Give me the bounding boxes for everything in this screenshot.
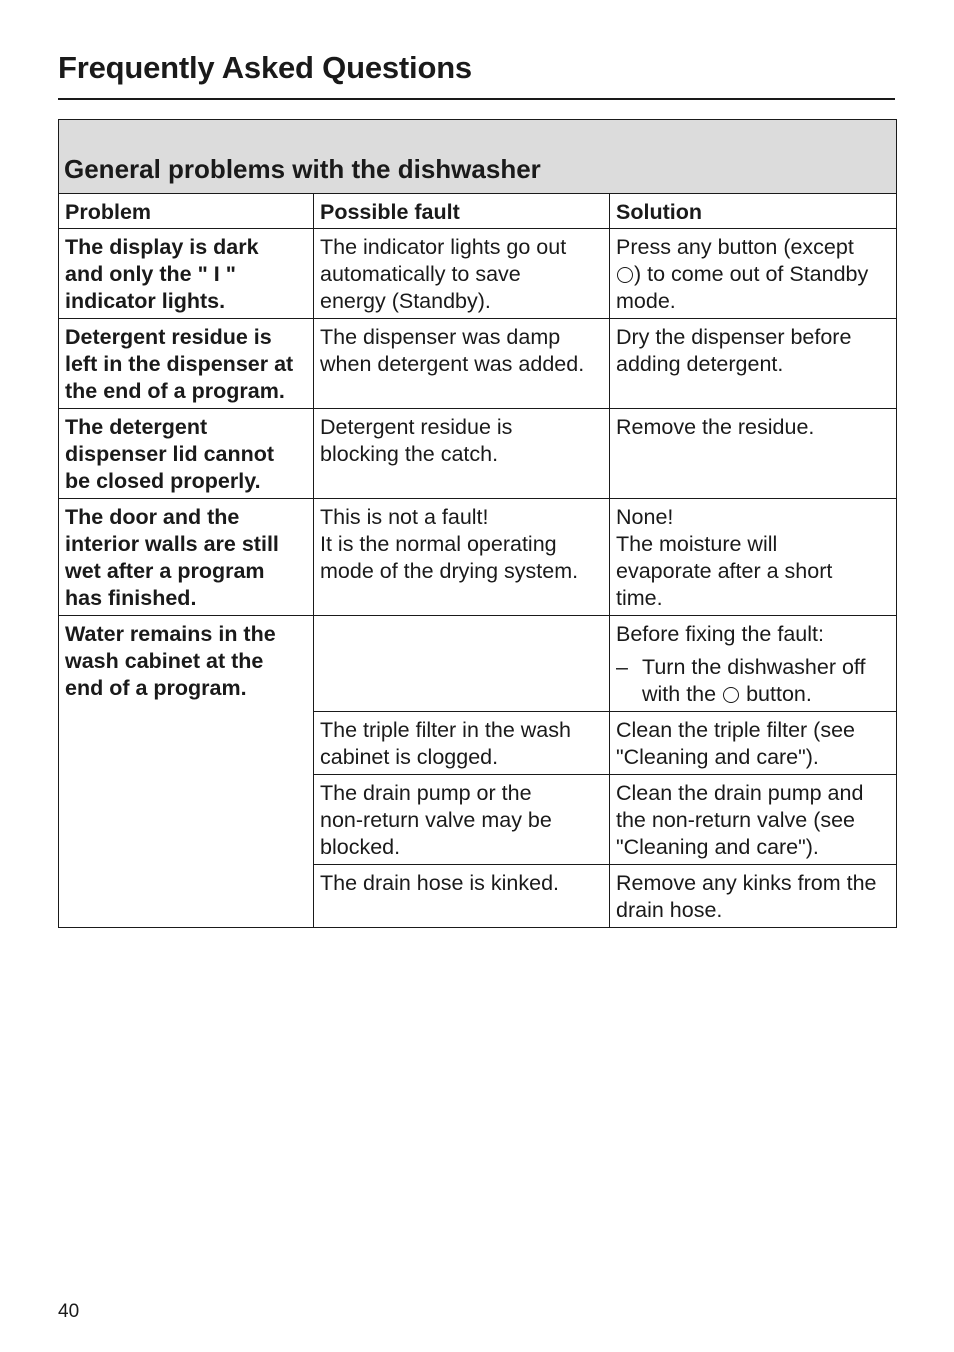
page-title: Frequently Asked Questions bbox=[58, 50, 472, 85]
solution-cell bbox=[610, 712, 897, 775]
problem-line: The detergent bbox=[65, 415, 208, 439]
problem-cell bbox=[59, 319, 314, 409]
problem-line: The display is dark bbox=[65, 235, 259, 259]
problem-cell bbox=[59, 229, 314, 319]
table-row bbox=[59, 409, 897, 499]
fault-line: non-return valve may be bbox=[320, 808, 552, 832]
solution-text: with the bbox=[642, 682, 717, 706]
fault-line: The triple filter in the wash bbox=[320, 718, 571, 742]
solution-text: ) to come out of Standby bbox=[634, 262, 869, 286]
page-number: 40 bbox=[58, 1301, 80, 1322]
problem-line: wet after a program bbox=[65, 559, 265, 583]
solution-list-item bbox=[616, 654, 892, 708]
faq-table bbox=[58, 119, 897, 928]
solution-line-with-icon bbox=[642, 681, 892, 708]
solution-line: Turn the dishwasher off bbox=[642, 655, 866, 679]
fault-line: It is the normal operating bbox=[320, 532, 557, 556]
fault-cell bbox=[314, 775, 610, 865]
fault-line: blocking the catch. bbox=[320, 442, 499, 466]
title-divider bbox=[58, 98, 895, 100]
fault-line: energy (Standby). bbox=[320, 289, 491, 313]
solution-cell bbox=[610, 865, 897, 928]
fault-line: This is not a fault! bbox=[320, 505, 489, 529]
solution-line: Remove any kinks from the bbox=[616, 871, 877, 895]
solution-line: the non-return valve (see bbox=[616, 808, 856, 832]
solution-cell bbox=[610, 616, 897, 712]
solution-line: "Cleaning and care"). bbox=[616, 835, 819, 859]
fault-line: automatically to save bbox=[320, 262, 521, 286]
fault-line: when detergent was added. bbox=[320, 352, 585, 376]
problem-line: the end of a program. bbox=[65, 379, 285, 403]
fault-line: The drain hose is kinked. bbox=[320, 871, 560, 895]
section-header-row bbox=[59, 120, 897, 194]
problem-line: be closed properly. bbox=[65, 469, 261, 493]
fault-cell bbox=[314, 409, 610, 499]
fault-line: blocked. bbox=[320, 835, 401, 859]
fault-line: cabinet is clogged. bbox=[320, 745, 499, 769]
dash-bullet: – bbox=[616, 655, 628, 679]
table-row bbox=[59, 229, 897, 319]
fault-line: The dispenser was damp bbox=[320, 325, 561, 349]
problem-line: interior walls are still bbox=[65, 532, 279, 556]
solution-cell bbox=[610, 409, 897, 499]
problem-line: left in the dispenser at bbox=[65, 352, 294, 376]
problem-line: Water remains in the bbox=[65, 622, 276, 646]
problem-line: Detergent residue is bbox=[65, 325, 272, 349]
problem-cell bbox=[59, 409, 314, 499]
fault-cell bbox=[314, 319, 610, 409]
solution-line: Dry the dispenser before bbox=[616, 325, 852, 349]
solution-line-with-icon bbox=[616, 261, 892, 288]
fault-cell bbox=[314, 499, 610, 616]
solution-cell bbox=[610, 229, 897, 319]
problem-line: end of a program. bbox=[65, 676, 247, 700]
solution-line: None! bbox=[616, 505, 674, 529]
solution-line: Clean the drain pump and bbox=[616, 781, 864, 805]
column-header-problem: Problem bbox=[59, 194, 314, 229]
fault-line: The indicator lights go out bbox=[320, 235, 567, 259]
table-row bbox=[59, 499, 897, 616]
problem-cell bbox=[59, 499, 314, 616]
solution-line: adding detergent. bbox=[616, 352, 784, 376]
solution-line: Remove the residue. bbox=[616, 415, 815, 439]
solution-line: "Cleaning and care"). bbox=[616, 745, 819, 769]
power-button-icon bbox=[723, 687, 739, 703]
fault-line: mode of the drying system. bbox=[320, 559, 579, 583]
fault-cell bbox=[314, 229, 610, 319]
problem-line: The door and the bbox=[65, 505, 240, 529]
solution-line: Clean the triple filter (see bbox=[616, 718, 855, 742]
power-button-icon bbox=[617, 267, 633, 283]
solution-line: drain hose. bbox=[616, 898, 723, 922]
fault-cell bbox=[314, 712, 610, 775]
problem-line: dispenser lid cannot bbox=[65, 442, 275, 466]
column-header-row bbox=[59, 194, 897, 229]
table-row bbox=[59, 616, 897, 712]
problem-line: wash cabinet at the bbox=[65, 649, 264, 673]
problem-line: indicator lights. bbox=[65, 289, 226, 313]
problem-line: and only the " I " bbox=[65, 262, 236, 286]
column-header-solution: Solution bbox=[610, 194, 897, 229]
solution-line: Before fixing the fault: bbox=[616, 622, 824, 646]
fault-line: Detergent residue is bbox=[320, 415, 513, 439]
fault-line: The drain pump or the bbox=[320, 781, 532, 805]
table-row bbox=[59, 319, 897, 409]
problem-cell bbox=[59, 616, 314, 928]
solution-line: mode. bbox=[616, 289, 676, 313]
solution-cell bbox=[610, 775, 897, 865]
column-header-fault: Possible fault bbox=[314, 194, 610, 229]
solution-line: The moisture will bbox=[616, 532, 778, 556]
problem-line: has finished. bbox=[65, 586, 197, 610]
section-title: General problems with the dishwasher bbox=[59, 120, 897, 194]
solution-text: button. bbox=[746, 682, 812, 706]
solution-line: Press any button (except bbox=[616, 235, 854, 259]
solution-line: time. bbox=[616, 586, 663, 610]
solution-cell bbox=[610, 319, 897, 409]
solution-cell bbox=[610, 499, 897, 616]
fault-cell-empty bbox=[314, 616, 610, 712]
fault-cell bbox=[314, 865, 610, 928]
solution-line: evaporate after a short bbox=[616, 559, 833, 583]
